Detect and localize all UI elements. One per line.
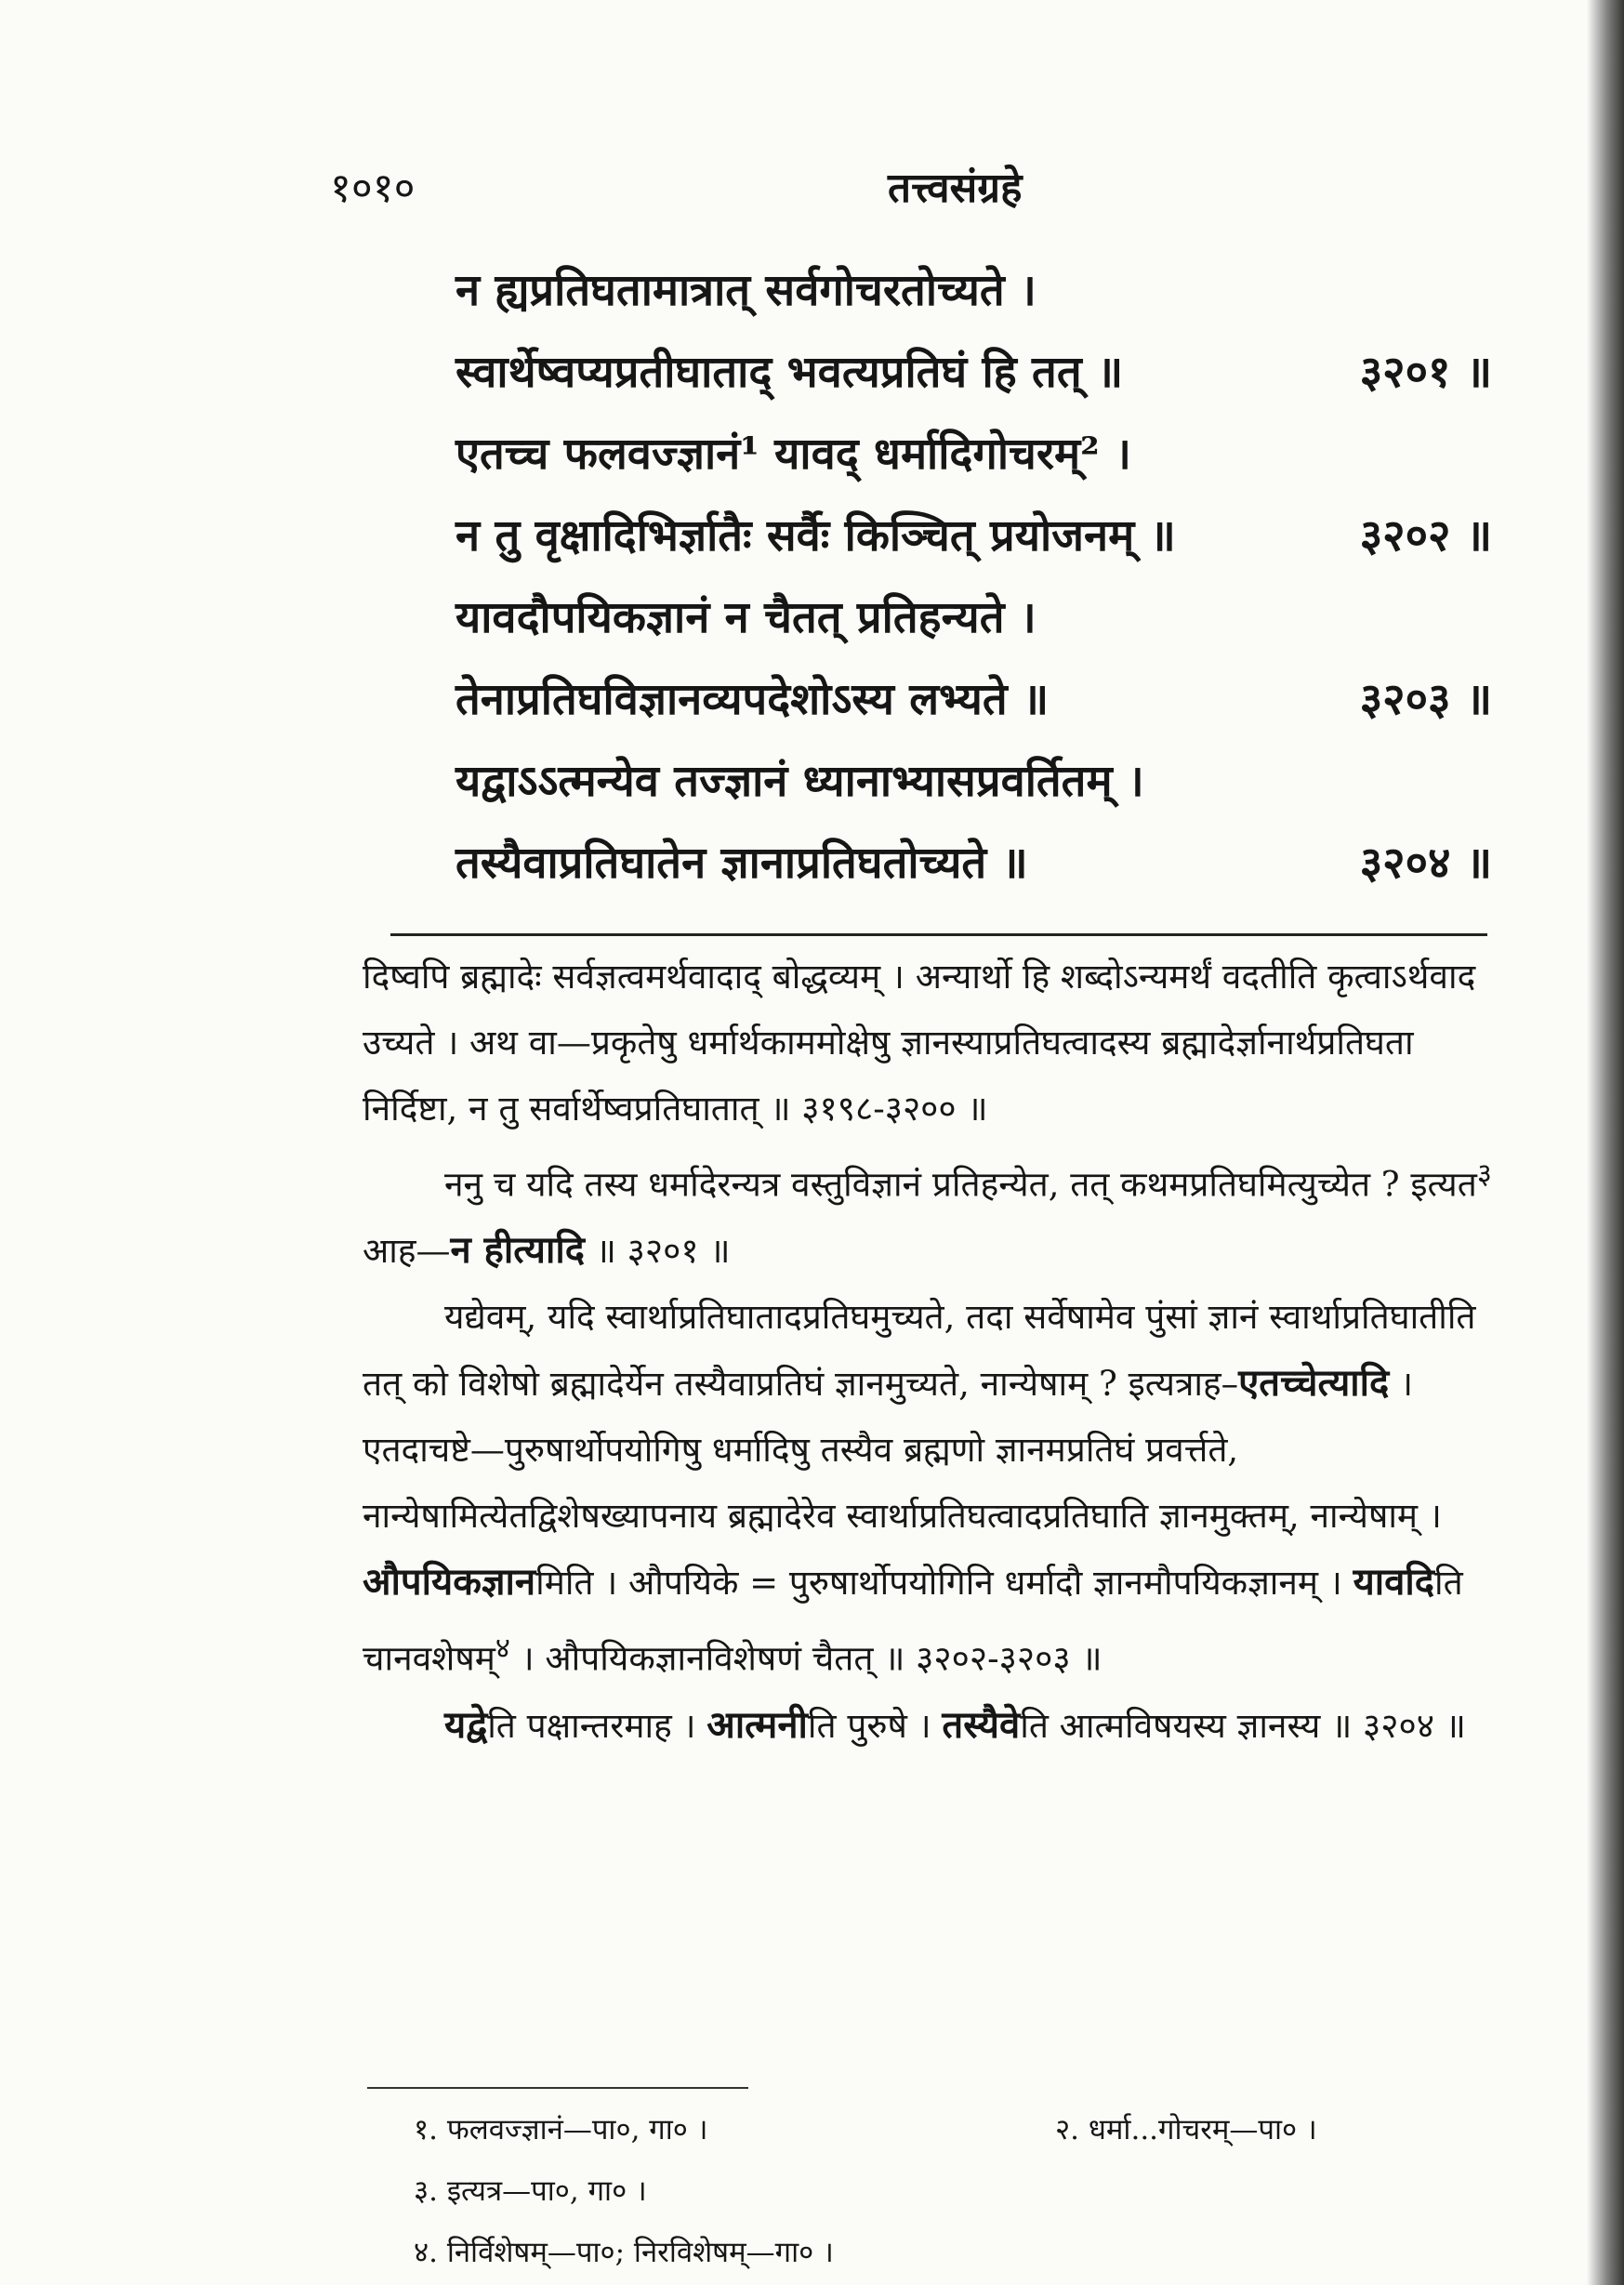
commentary-paragraph [363,944,1492,1142]
page-number: १०१० [330,165,416,212]
commentary-text: ॥ ३२०१ ॥ [584,1231,731,1272]
footnote-divider [367,2087,748,2089]
pratika-bold: न हीत्यादि [450,1228,585,1273]
verse-text: स्वार्थेष्वप्यप्रतीघाताद् भवत्यप्रतिघं हि तत् ॥ [456,347,1124,398]
commentary-paragraph [363,1284,1492,1691]
commentary-text: यद्येवम्, यदि स्वार्थाप्रतिघातादप्रतिघमुच्यते, तदा सर्वेषामेव पुंसां ज्ञानं स्वार्थाप्रतिघातीति तत् को विशेषो ब्रह्मादेर्येन तस्यैवाप्रतिघं ज्ञानमुच्यते, नान्येषाम् ? इत्यत्राह– [363,1297,1476,1405]
verse-number: ३२०१ ॥ [1359,347,1492,398]
pratika-bold: एतच्चेत्यादि [1238,1361,1390,1406]
commentary-text: ति पक्षान्तरमाह । [487,1705,707,1746]
verse-number: ३२०३ ॥ [1359,674,1492,725]
commentary-text: दिष्वपि ब्रह्मादेः सर्वज्ञत्वमर्थवादाद् बोद्धव्यम् । अन्यार्थो हि शब्दोऽन्यमर्थं वदतीति कृत्वाऽर्थवाद उच्यते । अथ वा—प्रकृतेषु धर्मार्थकाममोक्षेषु ज्ञानस्याप्रतिघत्वादस्य ब्रह्मादेर्ज्ञानार्थप्रतिघता निर्दिष्टा, न तु सर्वार्थेष्वप्रतिघातात् ॥ ३१९८-३२०० ॥ [363,957,1476,1129]
commentary-text: ति चानवशेषम् [363,1563,1463,1679]
pratika-bold: औपयिकज्ञान [363,1560,536,1605]
verse-text: यावदौपयिकज्ञानं न चैतत् प्रतिहन्यते । [456,592,1036,643]
commentary-text: ति आत्मविषयस्य ज्ञानस्य ॥ ३२०४ ॥ [1020,1705,1466,1746]
pratika-bold: आत्मनी [706,1702,808,1747]
footnote: ३. इत्यत्र—पा०, गा० । [414,2174,647,2208]
commentary-text: आह— [363,1231,451,1272]
footnotes [414,2099,1483,2283]
footnote-row [414,2099,1483,2160]
verse-number: ३२०४ ॥ [1359,838,1492,889]
commentary-text: ननु च यदि तस्य धर्मादेरन्यत्र वस्तुविज्ञानं प्रतिहन्येत, तत् कथमप्रतिघमित्युच्येत ? इत्यत [444,1164,1477,1205]
verse-line [456,667,1492,749]
verse-text: एतच्च फलवज्ज्ञानं¹ यावद् धर्मादिगोचरम्² । [456,429,1131,480]
verse-line [456,586,1492,667]
verse-line [456,831,1492,913]
verse-line [456,504,1492,586]
commentary-text: । एतदाचष्टे—पुरुषार्थोपयोगिषु धर्मादिषु तस्यैव ब्रह्मणो ज्ञानमप्रतिघं प्रवर्त्तते, नान्येषामित्येतद्विशेषख्यापनाय ब्रह्मादेरेव स्वार्थाप्रतिघत्वादप्रतिघाति ज्ञानमुक्तम्, नान्येषाम् । [363,1364,1442,1537]
pratika-bold: यद्वे [444,1702,488,1747]
footnote-row [414,2222,1483,2283]
pratika-bold: यावदि [1353,1560,1434,1605]
commentary-text: । औपयिकज्ञानविशेषणं चैतत् ॥ ३२०२-३२०३ ॥ [509,1638,1102,1679]
verse-line [456,258,1492,340]
commentary-paragraph [363,1142,1492,1284]
verse-text: तस्यैवाप्रतिघातेन ज्ञानाप्रतिघतोच्यते ॥ [456,838,1028,889]
commentary [363,944,1492,1759]
commentary-paragraph [363,1692,1492,1759]
verse-text: तेनाप्रतिघविज्ञानव्यपदेशोऽस्य लभ्यते ॥ [456,674,1050,725]
verse-text: न तु वृक्षादिभिर्ज्ञातैः सर्वैः किञ्चित् प्रयोजनम् ॥ [456,510,1176,561]
footnote-marker: ४ [495,1631,510,1666]
running-title: तत्त्वसंग्रहे [888,165,1023,212]
pratika-bold: तस्यैवे [942,1702,1021,1747]
verse-divider [390,933,1487,936]
footnote: १. फलवज्ज्ञानं—पा०, गा० । [414,2113,708,2146]
verse-line [456,340,1492,422]
verse-text: न ह्यप्रतिघतामात्रात् सर्वगोचरतोच्यते । [456,265,1036,316]
verse-line [456,422,1492,504]
footnote-marker: ३ [1476,1157,1492,1191]
verse-text: यद्वाऽऽत्मन्येव तज्ज्ञानं ध्यानाभ्यासप्रवर्तितम् । [456,756,1144,807]
commentary-text: ति पुरुषे । [807,1705,943,1746]
verse-line [456,749,1492,831]
footnote: २. धर्मा...गोचरम्—पा० । [1055,2113,1317,2146]
scan-edge-shadow [1587,0,1624,2285]
footnote: ४. निर्विशेषम्—पा०; निरविशेषम्—गा० । [414,2236,834,2269]
footnote-row [414,2160,1483,2222]
commentary-text: मिति । औपयिके = पुरुषार्थोपयोगिनि धर्मादौ ज्ञानमौपयिकज्ञानम् । [535,1563,1353,1604]
page-header [330,158,1446,214]
verse-block [456,258,1492,913]
verse-number: ३२०२ ॥ [1359,510,1492,561]
